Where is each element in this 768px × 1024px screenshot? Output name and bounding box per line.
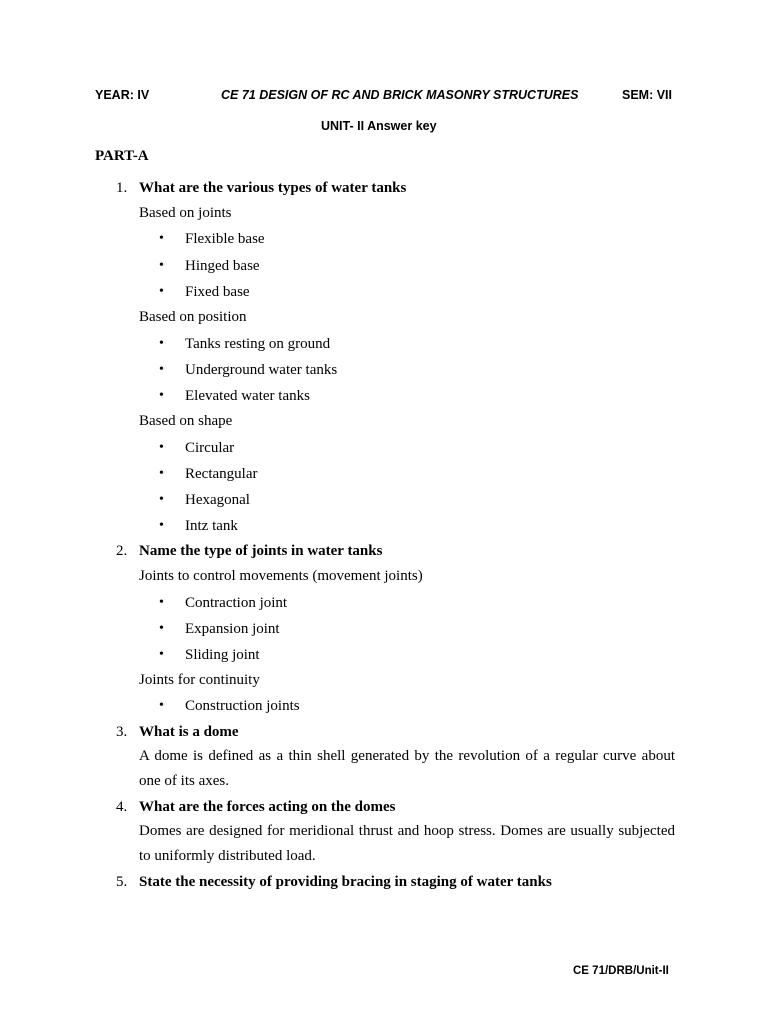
group-label: Joints for continuity xyxy=(139,672,260,688)
question-text: What is a dome xyxy=(139,724,239,740)
bullet-icon: • xyxy=(159,647,164,662)
question-number: 4. xyxy=(116,799,128,815)
question-text: State the necessity of providing bracing in staging of water tanks xyxy=(139,874,552,890)
bullet-icon: • xyxy=(159,595,164,610)
page-footer: CE 71/DRB/Unit-II xyxy=(573,965,669,977)
group-label: Based on position xyxy=(139,309,247,325)
group-label: Joints to control movements (movement joints) xyxy=(139,568,423,584)
bullet-icon: • xyxy=(159,258,164,273)
course-title: CE 71 DESIGN OF RC AND BRICK MASONRY STRUCTURES xyxy=(221,88,579,102)
answer-paragraph: Domes are designed for meridional thrust and hoop stress. Domes are usually subjected to uniformly distributed load. xyxy=(139,823,675,864)
question-text: Name the type of joints in water tanks xyxy=(139,543,383,559)
bullet-icon: • xyxy=(159,362,164,377)
group-label: Based on joints xyxy=(139,205,232,221)
bullet-icon: • xyxy=(159,621,164,636)
bullet-icon: • xyxy=(159,466,164,481)
unit-title: UNIT- II Answer key xyxy=(321,119,437,133)
semester-label: SEM: VII xyxy=(622,88,673,102)
bullet-icon: • xyxy=(159,440,164,455)
answer-paragraph: A dome is defined as a thin shell generated by the revolution of a regular curve about one of its axes. xyxy=(139,748,675,789)
question-number: 2. xyxy=(116,543,128,559)
question-number: 3. xyxy=(116,724,128,740)
bullet-icon: • xyxy=(159,518,164,533)
part-heading: PART-A xyxy=(95,148,149,164)
bullet-icon: • xyxy=(159,388,164,403)
bullet-icon: • xyxy=(159,698,164,713)
year-label: YEAR: IV xyxy=(95,88,150,102)
question-text: What are the various types of water tanks xyxy=(139,180,407,196)
bullet-icon: • xyxy=(159,336,164,351)
bullet-icon: • xyxy=(159,231,164,246)
bullet-icon: • xyxy=(159,492,164,507)
question-number: 5. xyxy=(116,874,128,890)
question-number: 1. xyxy=(116,180,128,196)
bullet-icon: • xyxy=(159,284,164,299)
question-text: What are the forces acting on the domes xyxy=(139,799,396,815)
group-label: Based on shape xyxy=(139,413,233,429)
